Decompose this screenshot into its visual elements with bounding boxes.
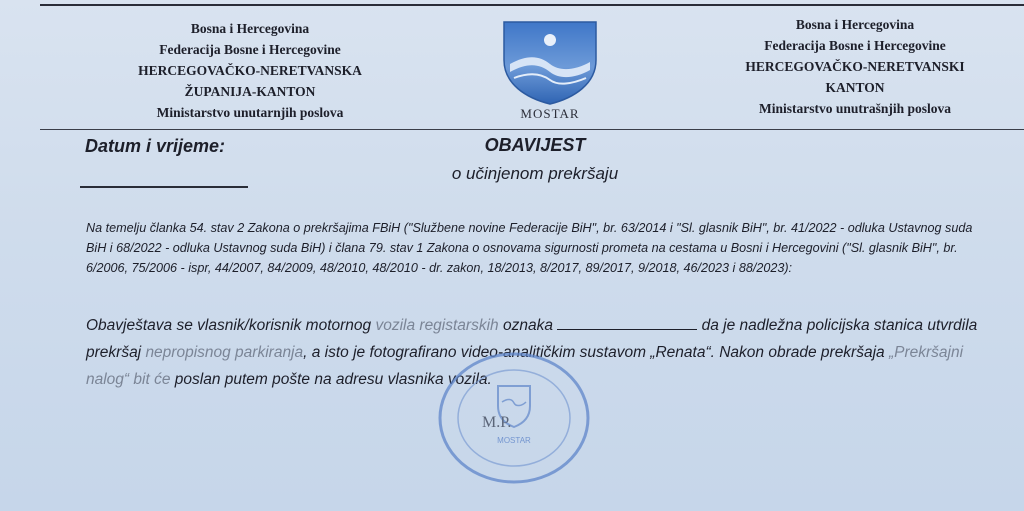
crest-caption: MOSTAR: [520, 106, 580, 121]
datum-label: Datum i vrijeme:: [85, 136, 226, 156]
notice-text-3: da je nadležna policijska stanica utvrdila prekršaj: [86, 317, 978, 361]
header-divider: [40, 129, 1024, 130]
document-subtitle: o učinjenom prekršaju: [451, 164, 619, 183]
notice-text-5: poslan putem pošte na adresu vlasnika vozila.: [170, 371, 492, 388]
official-stamp-icon: [432, 346, 592, 486]
header-left-line2: Federacija Bosne i Hercegovine: [159, 42, 341, 57]
header-left-line4: ŽUPANIJA-KANTON: [184, 84, 316, 99]
notice-text-1: Obavještava se vlasnik/korisnik motornog: [86, 317, 376, 334]
header-right-line2: Federacija Bosne i Hercegovine: [764, 38, 946, 53]
header-left-ministry: Ministarstvo unutarnjih poslova: [156, 105, 344, 120]
header-right-line3: HERCEGOVAČKO-NERETVANSKI: [745, 59, 965, 74]
notice-faded-1: vozila registarskih: [375, 317, 499, 334]
crest: [500, 20, 600, 130]
mp-label: M.P.: [482, 414, 512, 431]
top-divider: [40, 4, 1024, 6]
official-stamp: [432, 346, 592, 486]
header-right-line1: Bosna i Hercegovina: [795, 17, 915, 32]
header-left: [100, 18, 400, 123]
header-right: [715, 14, 995, 119]
document-title: OBAVIJEST: [484, 135, 586, 155]
header-left-line1: Bosna i Hercegovina: [190, 21, 310, 36]
notice-faded-2: nepropisnog parkiranja: [145, 344, 304, 361]
header-left-line3: HERCEGOVAČKO-NERETVANSKA: [138, 63, 362, 78]
plate-number-blank: [557, 315, 697, 330]
header-right-ministry: Ministarstvo unutrašnjih poslova: [758, 101, 952, 116]
coat-of-arms-icon: [500, 20, 600, 106]
notice-text-4: , a isto je fotografirano video-analitičkim sustavom „Renata“. Nakon obrade prekršaja: [303, 344, 889, 361]
notice-text-2: oznaka: [498, 317, 558, 334]
header-right-line4: KANTON: [825, 80, 885, 95]
legal-basis-paragraph: Na temelju članka 54. stav 2 Zakona o prekršajima FBiH ("Službene novine Federacije BiH", br. 63/2014 i "Sl. glasnik BiH", br. 41/2022 - odluka Ustavnog suda BiH i 68/2022 - odluka Ustavnog suda BiH) i člana 79. stav 1 Zakona o osnovama sigurnosti prometa na cestama u Bosni i Hercegovini ("Sl. glasnik BiH", br. 6/2006, 75/2006 - ispr, 44/2007, 84/2009, 48/2010, 48/2010 - dr. zakon, 18/2013, 8/2017, 89/2017, 9/2018, 46/2023 i 88/2023):: [86, 221, 973, 275]
stamp-text: MOSTAR: [497, 436, 531, 445]
datum-blank-line: [80, 186, 248, 188]
notice-faded-3: „Prekršajni nalog“ bit će: [86, 344, 964, 388]
